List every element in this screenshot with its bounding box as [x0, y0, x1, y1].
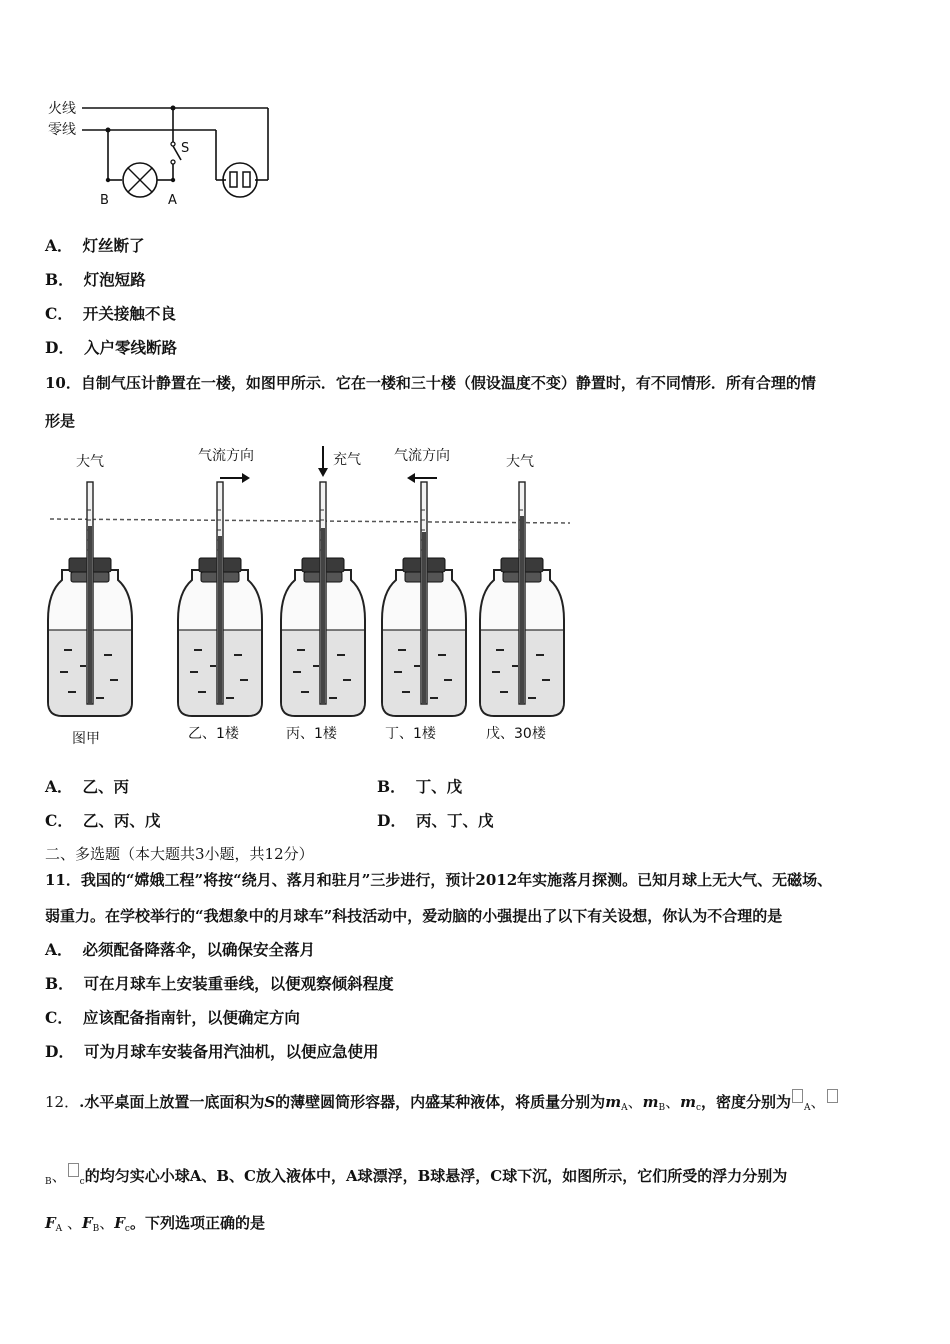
label-inflate: 充气 — [333, 452, 361, 468]
q10-option-c: C． 乙、丙、戊 — [45, 811, 161, 830]
rho-symbol-icon — [792, 1089, 803, 1103]
lamp-icon — [123, 163, 157, 197]
q11-option-d: D． 可为月球车安装备用汽油机，以便应急使用 — [45, 1042, 379, 1061]
circuit-diagram — [40, 92, 280, 207]
arrow-down-icon — [318, 446, 328, 477]
q11-option-b: B． 可在月球车上安装重垂线，以便观察倾斜程度 — [45, 974, 394, 993]
q10-option-d: D． 丙、丁、戊 — [377, 811, 494, 830]
q10-option-b: B． 丁、戊 — [377, 777, 463, 796]
rho-symbol-icon — [827, 1089, 838, 1103]
caption-yi: 乙、1楼 — [188, 726, 239, 742]
neutral-wire-label: 零线 — [48, 122, 76, 138]
label-atmosphere-2: 大气 — [506, 454, 534, 470]
fire-wire-label: 火线 — [48, 101, 76, 117]
arrow-right-icon — [220, 473, 250, 483]
rho-symbol-icon — [68, 1163, 79, 1177]
q12-stem-line2: $_B$、 $_c$的均匀实心小球A、B、C放入液体中，A球漂浮，B球悬浮，C球下沉，如图所示，它们所受的浮力分别为 — [45, 1163, 787, 1193]
point-a-label: A — [168, 193, 177, 207]
label-airflow-1: 气流方向 — [198, 448, 254, 464]
q9-option-a: A． 灯丝断了 — [45, 236, 145, 255]
caption-wu: 戊、30楼 — [486, 726, 546, 742]
q11-option-a: A． 必须配备降落伞，以确保安全落月 — [45, 940, 316, 959]
q11-option-c: C． 应该配备指南针，以便确定方向 — [45, 1008, 300, 1027]
q9-option-c: C． 开关接触不良 — [45, 304, 176, 323]
point-b-label: B — [100, 193, 109, 207]
q9-option-b: B． 灯泡短路 — [45, 270, 146, 289]
q11-stem-line2: 弱重力。在学校举行的“我想象中的月球车”科技活动中，爱动脑的小强提出了以下有关设想，你认为不合理的是 — [45, 907, 783, 925]
switch-label: S — [181, 141, 190, 156]
caption-jia: 图甲 — [72, 731, 100, 747]
q12-stem-line1: 12．.水平桌面上放置一底面积为S的薄壁圆筒形容器，内盛某种液体，将质量分别为$m_A$、$m_B$、$m_c$，密度分别为 $_A$、 — [45, 1089, 839, 1119]
label-airflow-2: 气流方向 — [394, 448, 450, 464]
socket-icon — [223, 163, 257, 197]
q10-stem-line1: 10．自制气压计静置在一楼，如图甲所示．它在一楼和三十楼（假设温度不变）静置时，有不同情形．所有合理的情 — [45, 374, 816, 392]
section-title: 二、多选题（本大题共3小题，共12分） — [45, 845, 314, 863]
q12-stem-line3: $F_A$ 、$F_B$、$F_c$。下列选项正确的是 — [45, 1214, 265, 1234]
label-atmosphere-1: 大气 — [76, 454, 104, 470]
barometer-figure — [40, 440, 580, 752]
switch-icon — [171, 108, 181, 180]
q11-stem-line1: 11．我国的“嫦娥工程”将按“绕月、落月和驻月”三步进行，预计2012年实施落月探测。已知月球上无大气、无磁场、 — [45, 871, 833, 889]
caption-bing: 丙、1楼 — [286, 726, 337, 742]
q10-option-a: A． 乙、丙 — [45, 777, 130, 796]
q10-stem-line2: 形是 — [45, 412, 76, 430]
caption-ding: 丁、1楼 — [385, 726, 436, 742]
q9-option-d: D． 入户零线断路 — [45, 338, 177, 357]
